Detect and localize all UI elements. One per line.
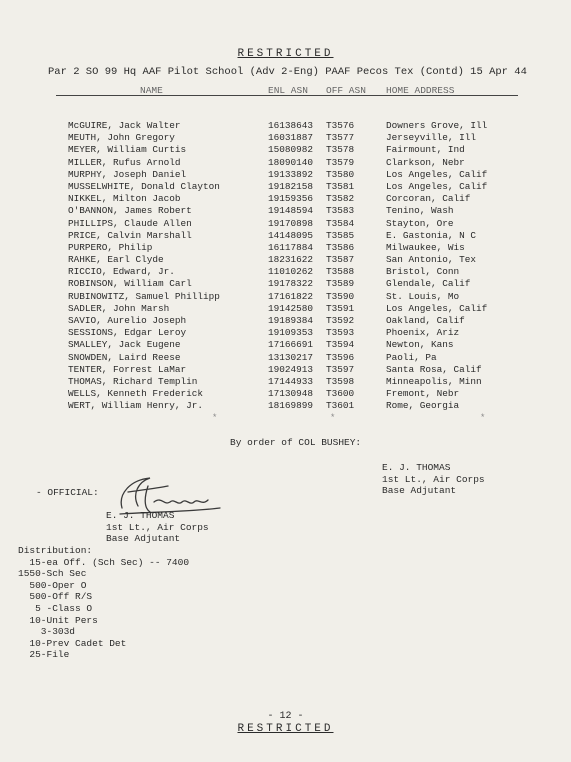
row-name: NIKKEL, Milton Jacob <box>68 193 181 205</box>
table-row <box>0 278 571 290</box>
restricted-footer: RESTRICTED <box>237 723 334 735</box>
row-off-asn: T3577 <box>326 132 355 144</box>
row-name: MUSSELWHITE, Donald Clayton <box>68 180 220 192</box>
row-off-asn: T3579 <box>326 156 355 168</box>
row-name: THOMAS, Richard Templin <box>68 375 198 387</box>
separator-star: * <box>330 413 336 423</box>
signer-title: Base Adjutant <box>382 485 457 496</box>
row-name: MEUTH, John Gregory <box>68 132 175 144</box>
row-home-address: Oakland, Calif <box>386 315 465 326</box>
row-enl-asn: 18231622 <box>268 254 314 266</box>
table-row <box>0 242 571 254</box>
row-enl-asn: 19178322 <box>268 278 314 290</box>
table-row <box>0 132 571 144</box>
row-home-address: Milwaukee, Wis <box>386 241 465 253</box>
row-name: MURPHY, Joseph Daniel <box>68 168 187 180</box>
row-off-asn: T3597 <box>326 363 355 375</box>
row-home-address: Clarkson, Nebr <box>386 156 465 168</box>
row-enl-asn: 15080982 <box>268 144 314 156</box>
row-home-address: Rome, Georgia <box>386 400 460 412</box>
row-enl-asn: 16117884 <box>268 241 314 253</box>
row-home-address: San Antonio, Tex <box>386 254 477 266</box>
table-row <box>0 144 571 156</box>
row-name: SADLER, John Marsh <box>68 302 170 314</box>
column-header-name: NAME <box>140 85 163 96</box>
row-name: SNOWDEN, Laird Reese <box>68 351 181 363</box>
row-name: RAHKE, Earl Clyde <box>68 254 164 266</box>
distribution-line: 500-Oper O <box>18 579 87 591</box>
row-off-asn: T3588 <box>326 266 355 278</box>
row-enl-asn: 19182158 <box>268 180 314 192</box>
row-home-address: Phoenix, Ariz <box>386 327 460 339</box>
signer-name: E. J. THOMAS <box>106 510 175 521</box>
signer-rank: 1st Lt., Air Corps <box>382 473 485 485</box>
row-name: O'BANNON, James Robert <box>68 205 192 217</box>
row-off-asn: T3594 <box>326 339 355 351</box>
table-row <box>0 169 571 181</box>
row-home-address: Newton, Kans <box>386 339 454 351</box>
row-off-asn: T3584 <box>326 217 355 229</box>
row-enl-asn: 19189384 <box>268 315 314 326</box>
row-home-address: Fairmount, Ind <box>386 144 465 156</box>
row-name: McGUIRE, Jack Walter <box>68 120 181 131</box>
table-row <box>0 352 571 364</box>
signer-title: Base Adjutant <box>106 533 181 544</box>
row-enl-asn: 18169899 <box>268 400 314 412</box>
order-line: By order of COL BUSHEY: <box>230 437 362 448</box>
distribution-line: 5 -Class O <box>18 602 93 614</box>
row-home-address: Stayton, Ore <box>386 217 454 229</box>
row-home-address: Bristol, Conn <box>386 266 460 278</box>
column-header-enl-asn: ENL ASN <box>268 85 308 96</box>
table-row <box>0 205 571 217</box>
column-header-off-asn: OFF ASN <box>326 85 366 96</box>
table-row <box>0 218 571 230</box>
row-home-address: St. Louis, Mo <box>386 290 460 302</box>
row-enl-asn: 13130217 <box>268 351 314 363</box>
row-off-asn: T3600 <box>326 388 355 400</box>
header-rule <box>56 95 518 96</box>
row-enl-asn: 19170898 <box>268 217 314 229</box>
distribution-line: 3-303d <box>18 626 76 638</box>
row-home-address: Tenino, Wash <box>386 205 454 217</box>
distribution-line: 10-Prev Cadet Det <box>18 637 127 649</box>
row-name: RICCIO, Edward, Jr. <box>68 266 175 278</box>
row-name: MILLER, Rufus Arnold <box>68 156 181 168</box>
distribution-line: 500-Off R/S <box>18 591 93 603</box>
row-enl-asn: 17161822 <box>268 290 314 302</box>
row-enl-asn: 16031887 <box>268 132 314 144</box>
table-row <box>0 376 571 388</box>
distribution-line: 25-File <box>18 649 70 661</box>
row-enl-asn: 11010262 <box>268 266 314 278</box>
table-row <box>0 254 571 266</box>
row-enl-asn: 19109353 <box>268 327 314 339</box>
row-off-asn: T3583 <box>326 205 355 217</box>
row-name: SMALLEY, Jack Eugene <box>68 339 181 351</box>
table-row <box>0 339 571 351</box>
distribution-line: 15-ea Off. (Sch Sec) -- 7400 <box>18 556 190 568</box>
distribution-line: 10-Unit Pers <box>18 614 98 626</box>
row-home-address: Corcoran, Calif <box>386 193 471 205</box>
distribution-label: Distribution: <box>18 545 93 556</box>
row-name: PHILLIPS, Claude Allen <box>68 217 192 229</box>
row-enl-asn: 16138643 <box>268 120 314 131</box>
row-off-asn: T3578 <box>326 144 355 156</box>
roster-table <box>0 120 571 413</box>
table-row <box>0 388 571 400</box>
table-row <box>0 315 571 327</box>
separator-star: * <box>480 413 486 423</box>
separator-star: * <box>212 413 218 423</box>
table-row <box>0 181 571 193</box>
table-row <box>0 120 571 132</box>
row-off-asn: T3586 <box>326 241 355 253</box>
table-row <box>0 291 571 303</box>
row-enl-asn: 19148594 <box>268 205 314 217</box>
table-row <box>0 193 571 205</box>
row-home-address: Jerseyville, Ill <box>386 132 477 144</box>
row-enl-asn: 17166691 <box>268 339 314 351</box>
row-off-asn: T3593 <box>326 327 355 339</box>
signer-name: E. J. THOMAS <box>382 462 451 473</box>
row-home-address: E. Gastonia, N C <box>386 229 477 241</box>
row-off-asn: T3576 <box>326 120 355 131</box>
row-home-address: Glendale, Calif <box>386 278 471 290</box>
distribution-list <box>18 545 189 661</box>
order-paragraph-heading: Par 2 SO 99 Hq AAF Pilot School (Adv 2-Eng) PAAF Pecos Tex (Contd) 15 Apr 44 <box>48 66 527 78</box>
row-home-address: Paoli, Pa <box>386 351 437 363</box>
row-off-asn: T3591 <box>326 302 355 314</box>
row-name: PURPERO, Philip <box>68 241 153 253</box>
table-row <box>0 303 571 315</box>
table-row <box>0 327 571 339</box>
row-name: SAVIO, Aurelio Joseph <box>68 315 187 326</box>
signature-block-right <box>382 462 485 497</box>
row-enl-asn: 17144933 <box>268 375 314 387</box>
row-home-address: Los Angeles, Calif <box>386 180 488 192</box>
row-enl-asn: 18090140 <box>268 156 314 168</box>
row-name: MEYER, William Curtis <box>68 144 187 156</box>
row-off-asn: T3582 <box>326 193 355 205</box>
row-off-asn: T3585 <box>326 229 355 241</box>
row-home-address: Los Angeles, Calif <box>386 302 488 314</box>
row-enl-asn: 19159356 <box>268 193 314 205</box>
row-name: ROBINSON, William Carl <box>68 278 192 290</box>
row-off-asn: T3590 <box>326 290 355 302</box>
row-off-asn: T3596 <box>326 351 355 363</box>
row-home-address: Downers Grove, Ill <box>386 120 488 131</box>
row-off-asn: T3580 <box>326 168 355 180</box>
row-home-address: Minneapolis, Minn <box>386 375 482 387</box>
table-row <box>0 230 571 242</box>
column-header-home-address: HOME ADDRESS <box>386 85 455 96</box>
table-row <box>0 266 571 278</box>
row-home-address: Los Angeles, Calif <box>386 168 488 180</box>
table-row <box>0 400 571 412</box>
row-name: SESSIONS, Edgar Leroy <box>68 327 187 339</box>
restricted-header: RESTRICTED <box>237 48 334 60</box>
row-off-asn: T3581 <box>326 180 355 192</box>
row-home-address: Fremont, Nebr <box>386 388 460 400</box>
row-off-asn: T3598 <box>326 375 355 387</box>
row-enl-asn: 14148095 <box>268 229 314 241</box>
row-name: RUBINOWITZ, Samuel Phillipp <box>68 290 220 302</box>
row-enl-asn: 17130948 <box>268 388 314 400</box>
row-name: WELLS, Kenneth Frederick <box>68 388 204 400</box>
row-enl-asn: 19142580 <box>268 302 314 314</box>
signer-rank: 1st Lt., Air Corps <box>106 521 209 533</box>
row-off-asn: T3589 <box>326 278 355 290</box>
row-off-asn: T3601 <box>326 400 355 412</box>
row-enl-asn: 19133892 <box>268 168 314 180</box>
row-off-asn: T3587 <box>326 254 355 266</box>
row-home-address: Santa Rosa, Calif <box>386 363 482 375</box>
page-number: - 12 - <box>267 711 304 722</box>
distribution-line: 1550-Sch Sec <box>18 568 87 580</box>
table-row <box>0 157 571 169</box>
row-name: TENTER, Forrest LaMar <box>68 363 187 375</box>
table-row <box>0 364 571 376</box>
official-label: - OFFICIAL: <box>36 487 99 498</box>
signature-block-left <box>106 510 209 545</box>
row-name: PRICE, Calvin Marshall <box>68 229 192 241</box>
row-enl-asn: 19024913 <box>268 363 314 375</box>
row-name: WERT, William Henry, Jr. <box>68 400 204 412</box>
row-off-asn: T3592 <box>326 315 355 326</box>
